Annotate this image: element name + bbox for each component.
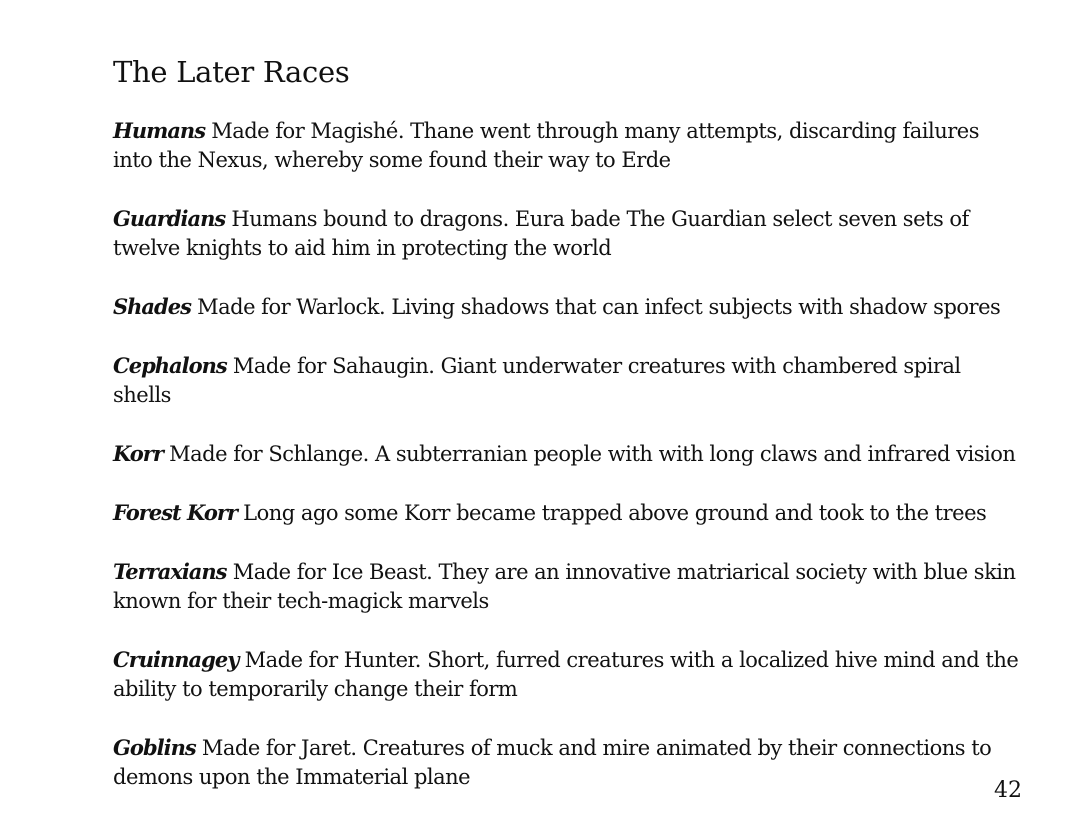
race-entry-humans xyxy=(113,116,1023,175)
race-description: Made for Hunter. Short, furred creatures with a localized hive mind and the ability to temporarily change their form xyxy=(113,648,1019,701)
race-description: Long ago some Korr became trapped above ground and took to the trees xyxy=(243,501,987,525)
race-name: Humans xyxy=(113,118,206,143)
race-entry-shades xyxy=(113,292,1023,322)
race-name: Korr xyxy=(113,441,163,466)
race-name: Shades xyxy=(113,294,191,319)
race-description: Humans bound to dragons. Eura bade The Guardian select seven sets of twelve knights to aid him in protecting the world xyxy=(113,207,969,260)
race-name: Goblins xyxy=(113,735,196,760)
race-description: Made for Sahaugin. Giant underwater creatures with chambered spiral shells xyxy=(113,354,961,407)
race-description: Made for Warlock. Living shadows that can infect subjects with shadow spores xyxy=(197,295,1001,319)
page-title: The Later Races xyxy=(113,55,350,89)
race-entry-korr xyxy=(113,439,1023,469)
race-entry-terraxians xyxy=(113,557,1023,616)
race-entry-cephalons xyxy=(113,351,1023,410)
race-description: Made for Jaret. Creatures of muck and mire animated by their connections to demons upon the Immaterial plane xyxy=(113,736,992,789)
race-name: Guardians xyxy=(113,206,226,231)
race-entry-forest-korr xyxy=(113,498,1023,528)
page-number: 42 xyxy=(994,778,1022,803)
race-description: Made for Schlange. A subterranian people with with long claws and infrared vision xyxy=(169,442,1016,466)
race-description: Made for Ice Beast. They are an innovative matriarical society with blue skin known for their tech-magick marvels xyxy=(113,560,1016,613)
race-list xyxy=(113,116,1023,821)
race-name: Cephalons xyxy=(113,353,227,378)
race-name: Forest Korr xyxy=(113,500,237,525)
race-entry-guardians xyxy=(113,204,1023,263)
race-name: Cruinnagey xyxy=(113,647,239,672)
race-name: Terraxians xyxy=(113,559,227,584)
race-entry-goblins xyxy=(113,733,1023,792)
race-description: Made for Magishé. Thane went through many attempts, discarding failures into the Nexus, whereby some found their way to Erde xyxy=(113,119,980,172)
race-entry-cruinnagey xyxy=(113,645,1023,704)
